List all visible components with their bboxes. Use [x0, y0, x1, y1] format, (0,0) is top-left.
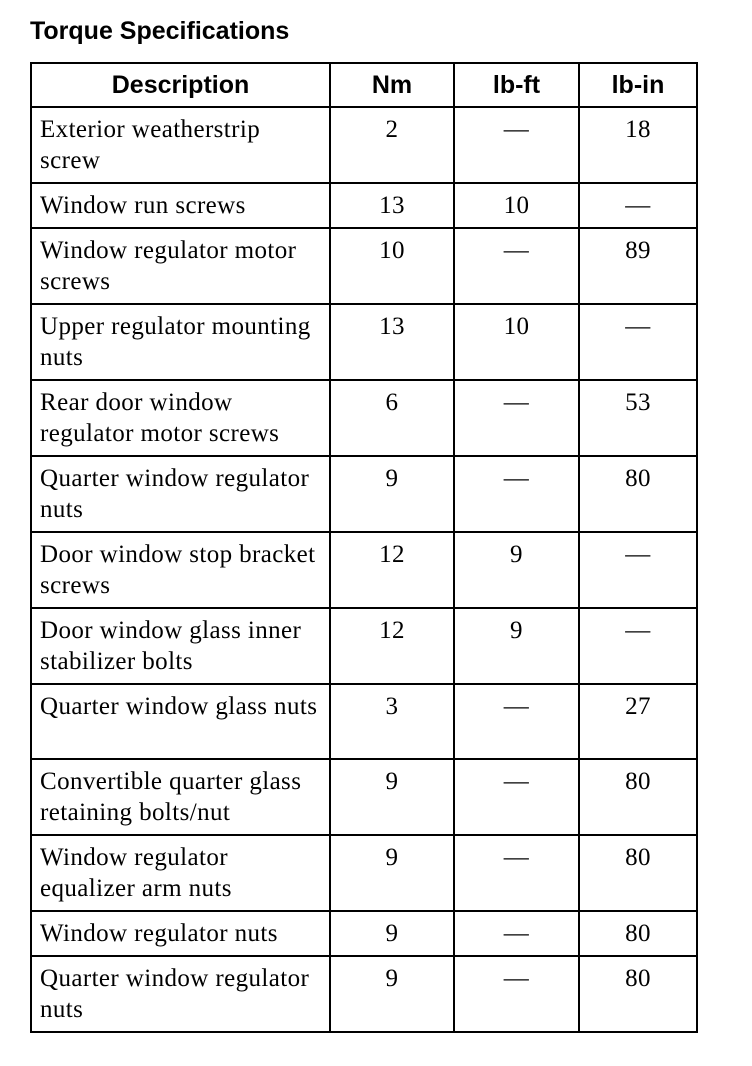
column-header-description: Description: [31, 63, 330, 107]
table-row: [31, 456, 697, 532]
table-row: [31, 956, 697, 1032]
cell-nm: 13: [330, 304, 454, 380]
cell-lbin: 80: [579, 835, 697, 911]
cell-nm: 9: [330, 956, 454, 1032]
cell-description: Convertible quarter glass retaining bolts/nut: [31, 759, 330, 835]
cell-lbft: —: [454, 107, 579, 183]
cell-description: Upper regulator mounting nuts: [31, 304, 330, 380]
table-row: [31, 183, 697, 228]
cell-lbin: 80: [579, 759, 697, 835]
cell-lbft: —: [454, 228, 579, 304]
cell-nm: 9: [330, 759, 454, 835]
page-title: Torque Specifications: [30, 17, 290, 45]
cell-lbin: —: [579, 532, 697, 608]
cell-lbin: 80: [579, 956, 697, 1032]
cell-description: Window regulator motor screws: [31, 228, 330, 304]
cell-lbin: 80: [579, 456, 697, 532]
cell-lbft: 10: [454, 304, 579, 380]
cell-description: Quarter window regulator nuts: [31, 456, 330, 532]
cell-description: Exterior weatherstrip screw: [31, 107, 330, 183]
table-row: [31, 532, 697, 608]
table-row: [31, 759, 697, 835]
table-row: [31, 911, 697, 956]
cell-lbft: 9: [454, 532, 579, 608]
cell-nm: 3: [330, 684, 454, 759]
cell-lbft: —: [454, 956, 579, 1032]
table-row: [31, 835, 697, 911]
cell-lbin: 53: [579, 380, 697, 456]
cell-description: Window regulator equalizer arm nuts: [31, 835, 330, 911]
cell-nm: 6: [330, 380, 454, 456]
cell-lbin: 27: [579, 684, 697, 759]
cell-description: Door window glass inner stabilizer bolts: [31, 608, 330, 684]
cell-lbft: —: [454, 911, 579, 956]
table-row: [31, 304, 697, 380]
cell-description: Window run screws: [31, 183, 330, 228]
cell-lbft: 9: [454, 608, 579, 684]
table-row: [31, 608, 697, 684]
cell-lbft: —: [454, 380, 579, 456]
cell-lbin: 89: [579, 228, 697, 304]
cell-description: Door window stop bracket screws: [31, 532, 330, 608]
cell-lbft: —: [454, 684, 579, 759]
torque-spec-table: [30, 62, 698, 1033]
cell-lbft: 10: [454, 183, 579, 228]
cell-description: Rear door window regulator motor screws: [31, 380, 330, 456]
cell-lbin: —: [579, 304, 697, 380]
table-row: [31, 228, 697, 304]
cell-lbft: —: [454, 759, 579, 835]
table-header-row: [31, 63, 697, 107]
cell-nm: 2: [330, 107, 454, 183]
cell-lbin: 18: [579, 107, 697, 183]
cell-nm: 10: [330, 228, 454, 304]
cell-nm: 12: [330, 608, 454, 684]
cell-lbin: 80: [579, 911, 697, 956]
cell-lbft: —: [454, 835, 579, 911]
column-header-nm: Nm: [330, 63, 454, 107]
table-row: [31, 107, 697, 183]
table-row: [31, 380, 697, 456]
cell-description: Quarter window regulator nuts: [31, 956, 330, 1032]
cell-nm: 9: [330, 456, 454, 532]
cell-nm: 13: [330, 183, 454, 228]
column-header-lbft: lb-ft: [454, 63, 579, 107]
cell-lbin: —: [579, 183, 697, 228]
cell-description: Window regulator nuts: [31, 911, 330, 956]
cell-nm: 9: [330, 835, 454, 911]
cell-lbft: —: [454, 456, 579, 532]
cell-lbin: —: [579, 608, 697, 684]
table-row: [31, 684, 697, 759]
column-header-lbin: lb-in: [579, 63, 697, 107]
cell-description: Quarter window glass nuts: [31, 684, 330, 759]
cell-nm: 9: [330, 911, 454, 956]
cell-nm: 12: [330, 532, 454, 608]
